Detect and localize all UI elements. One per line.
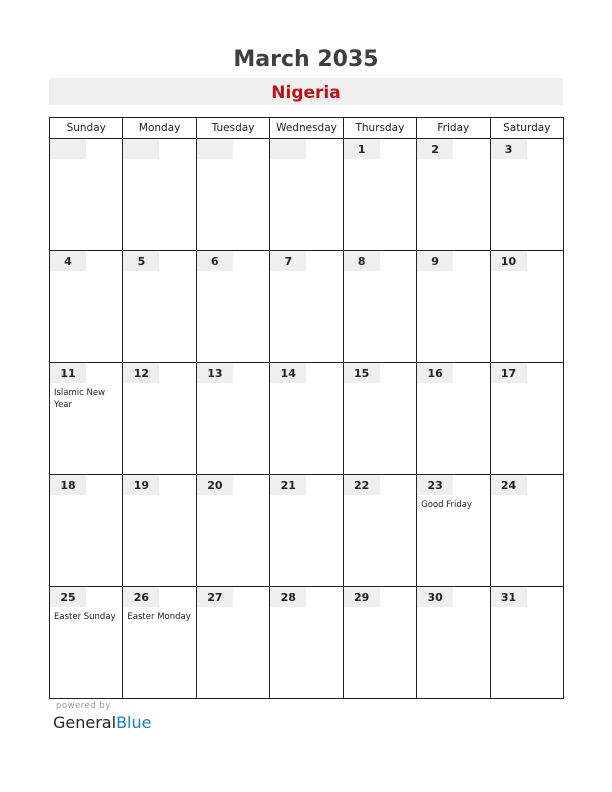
day-cell (270, 475, 343, 587)
day-number: 25 (50, 587, 86, 607)
holiday-label: Islamic New Year (54, 388, 106, 410)
day-number: 31 (491, 587, 527, 607)
day-number: 11 (50, 363, 86, 383)
day-cell (343, 363, 416, 475)
weekday-header-saturday: Saturday (490, 118, 563, 139)
day-cell (490, 475, 563, 587)
day-number: 3 (491, 139, 527, 159)
day-number: 28 (270, 587, 306, 607)
day-cell (50, 475, 123, 587)
day-number: 7 (270, 251, 306, 271)
day-number: 30 (417, 587, 453, 607)
week-row (50, 139, 564, 251)
day-cell (490, 363, 563, 475)
day-cell (490, 251, 563, 363)
powered-by-label: powered by (56, 701, 111, 711)
day-cell (343, 139, 416, 251)
brand-blue-text: Blue (116, 713, 152, 732)
weekday-header-friday: Friday (417, 118, 490, 139)
day-cell (270, 251, 343, 363)
generalblue-logo[interactable] (53, 713, 151, 732)
day-number: 2 (417, 139, 453, 159)
day-number (197, 139, 233, 159)
calendar-grid (49, 117, 564, 699)
day-cell (50, 139, 123, 251)
day-cell (123, 251, 196, 363)
day-cell (123, 139, 196, 251)
day-number (123, 139, 159, 159)
day-number: 24 (491, 475, 527, 495)
day-number: 4 (50, 251, 86, 271)
day-cell (123, 587, 196, 699)
day-number: 27 (197, 587, 233, 607)
day-cell (417, 251, 490, 363)
day-number: 18 (50, 475, 86, 495)
country-banner: Nigeria (49, 78, 563, 105)
day-number: 22 (344, 475, 380, 495)
day-cell (50, 251, 123, 363)
day-number (50, 139, 86, 159)
day-number: 20 (197, 475, 233, 495)
day-number: 9 (417, 251, 453, 271)
weekday-header-sunday: Sunday (50, 118, 123, 139)
day-number: 21 (270, 475, 306, 495)
day-cell (270, 139, 343, 251)
day-number: 15 (344, 363, 380, 383)
day-number: 10 (491, 251, 527, 271)
weekday-header-monday: Monday (123, 118, 196, 139)
day-number: 16 (417, 363, 453, 383)
day-cell (50, 363, 123, 475)
day-number: 13 (197, 363, 233, 383)
day-cell (196, 587, 269, 699)
day-number: 14 (270, 363, 306, 383)
day-cell (123, 363, 196, 475)
day-cell (417, 363, 490, 475)
day-number: 12 (123, 363, 159, 383)
weekday-header-wednesday: Wednesday (270, 118, 343, 139)
day-cell (417, 139, 490, 251)
week-row (50, 475, 564, 587)
day-cell (343, 251, 416, 363)
day-cell (270, 587, 343, 699)
day-cell (270, 363, 343, 475)
day-cell (196, 475, 269, 587)
week-row (50, 587, 564, 699)
day-cell (196, 139, 269, 251)
day-number: 23 (417, 475, 453, 495)
holiday-label: Easter Sunday (54, 612, 116, 622)
weekday-header-row (50, 118, 564, 139)
day-cell (123, 475, 196, 587)
weekday-header-tuesday: Tuesday (196, 118, 269, 139)
day-cell (417, 475, 490, 587)
day-number: 5 (123, 251, 159, 271)
holiday-label: Easter Monday (127, 612, 191, 622)
day-cell (343, 475, 416, 587)
day-cell (490, 587, 563, 699)
day-cell (343, 587, 416, 699)
day-cell (417, 587, 490, 699)
day-number: 17 (491, 363, 527, 383)
day-number: 29 (344, 587, 380, 607)
holiday-label: Good Friday (421, 500, 472, 510)
day-number (270, 139, 306, 159)
weekday-header-thursday: Thursday (343, 118, 416, 139)
week-row (50, 251, 564, 363)
day-number: 6 (197, 251, 233, 271)
day-number: 19 (123, 475, 159, 495)
day-cell (490, 139, 563, 251)
brand-general-text: General (53, 713, 117, 732)
day-cell (196, 251, 269, 363)
calendar-title: March 2035 (233, 47, 379, 72)
day-number: 1 (344, 139, 380, 159)
day-number: 8 (344, 251, 380, 271)
day-cell (196, 363, 269, 475)
day-number: 26 (123, 587, 159, 607)
day-cell (50, 587, 123, 699)
week-row (50, 363, 564, 475)
